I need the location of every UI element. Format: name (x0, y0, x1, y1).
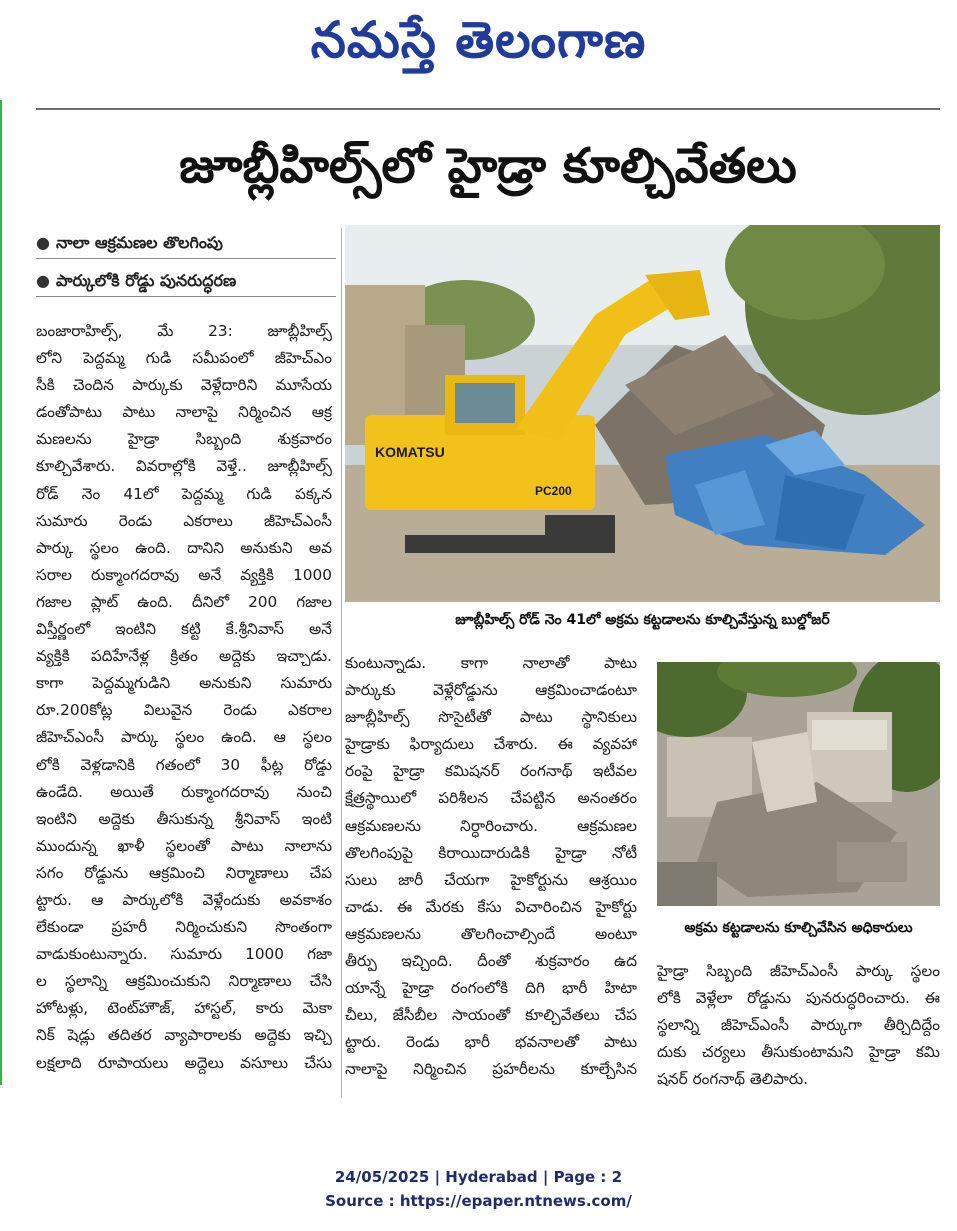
article-text-line: సీకి చెందిన పార్కుకు వెళ్లేదారిని మూసేయ (36, 376, 332, 395)
article-column-3 (657, 958, 940, 1093)
article-text-line: హోటళ్లు, టెంట్‌హౌజ్, హాస్టల్, కారు మెకా (36, 999, 332, 1018)
article-text-line: వాడుకుంటున్నారు. సుమారు 1000 గజా (36, 945, 332, 964)
article-text-line: జీహెచ్ఎంసీ పార్కు స్థలం ఉంది. ఆ స్థలం (36, 728, 332, 747)
article-text-line: సగం రోడ్డును ఆక్రమించి నిర్మాణాలు చేప (36, 863, 332, 882)
footer-source-line: Source : https://epaper.ntnews.com/ (325, 1192, 632, 1210)
article-text-line: గజాల ప్లాట్ ఉంది. దీనిలో 200 గజాల (36, 592, 332, 611)
column-divider (341, 228, 342, 1098)
article-text-line: ముందున్న ఖాళీ స్థలంతో పాటు నాలాను (36, 836, 332, 855)
article-text-line: తీర్పు ఇచ్చింది. దీంతో శుక్రవారం ఉద (345, 952, 637, 971)
bulldozer-demolition-photo (345, 225, 940, 602)
article-text-line: లక్షలాది రూపాయలు అద్దెలు వసూలు చేసు (36, 1053, 332, 1072)
article-text-line: ఆక్రమణలను నిర్ధారించారు. ఆక్రమణల (345, 816, 637, 835)
bullet-text: పార్కులోకి రోడ్డు పునరుద్ధరణ (55, 271, 237, 290)
article-text-line: బంజారాహిల్స్, మే 23: జూబ్లీహిల్స్ (36, 322, 332, 340)
machine-model-text: PC200 (535, 484, 572, 498)
article-text-line: లోకి వెళ్లడానికి గతంలో 30 ఫీట్ల రోడ్డు (36, 755, 332, 774)
article-text-line: పార్కుకు వెళ్లేరోడ్డును ఆక్రమించాడంటూ (345, 681, 637, 700)
demolished-buildings-photo (657, 662, 940, 906)
article-headline: జూబ్లీహిల్స్‌లో హైడ్రా కూల్చివేతలు (179, 138, 797, 194)
article-text-line: కాగా పెద్దమ్మగుడిని అనుకుని సుమారు (36, 674, 332, 693)
small-photo-caption: అక్రమ కట్టడాలను కూల్చివేసిన అధికారులు (684, 920, 913, 936)
bullet-point-2 (36, 266, 336, 297)
article-text-line: ల స్థలాన్ని ఆక్రమించుకుని నిర్మాణాలు చేసి (36, 972, 332, 991)
article-text-line: సుమారు రెండు ఎకరాలు జీహెచ్ఎంసీ (36, 511, 332, 530)
article-text-line: డంతోపాటు పాటు నాలాపై నిర్మించిన ఆక్ర (36, 403, 332, 422)
article-text-line: క్షేత్రస్థాయిలో పరిశీలన చేపట్టిన అనంతరం (345, 789, 637, 808)
article-column-2 (345, 650, 637, 1084)
article-text-line: ఉండేది. అయితే రుక్మాంగదరావు నుంచి (36, 782, 332, 801)
article-text-line: హైడ్రాకు ఫిర్యాదులు చేశారు. ఈ వ్యవహా (345, 735, 637, 754)
article-text-line: విస్తీర్ణంలో ఇంటిని కట్టి కే.శ్రీనివాస్ అనే (36, 620, 332, 639)
main-photo-caption: జూబ్లీహిల్స్ రోడ్ నెం 41లో అక్రమ కట్టడాలను కూల్చివేస్తున్న బుల్డోజర్ (455, 612, 830, 628)
article-text-line: షనర్ రంగనాథ్ తెలిపారు. (657, 1070, 808, 1089)
page-edge-rule (0, 100, 2, 1085)
article-text-line: మణలను హైడ్రా సిబ్బంది శుక్రవారం (36, 430, 332, 449)
article-text-line: పార్కు స్థలం ఉంది. దానిని అనుకుని అవ (36, 538, 332, 557)
newspaper-masthead: నమస్తే తెలంగాణ (310, 11, 647, 69)
article-text-line: లోకి వెళ్లేలా రోడ్డును పునరుద్ధరించారు. ఈ (657, 989, 940, 1008)
article-text-line: తొలగింపుపై కిరాయిదారుడికి హైడ్రా నోటీ (345, 843, 637, 862)
article-text-line: వ్యక్తికి పదిహేనేళ్ల క్రితం అద్దెకు ఇచ్చాడు. (36, 647, 332, 666)
bullet-dot-icon: ● (36, 271, 50, 290)
article-text-line: చాడు. ఈ మేరకు కేసు విచారించిన హైకోర్టు (345, 897, 637, 916)
article-text-line: హైడ్రా సిబ్బంది జీహెచ్ఎంసీ పార్కు స్థలం (657, 962, 940, 980)
footer-date-line: 24/05/2025 | Hyderabad | Page : 2 (334, 1168, 623, 1186)
article-text-line: స్థలాన్ని జీహెచ్ఎంసీ పార్కుగా తీర్చిదిద్దేం (657, 1016, 940, 1035)
article-text-line: కుంటున్నాడు. కాగా నాలాతో పాటు (345, 654, 637, 672)
article-text-line: సులు జారీ చేయగా హైకోర్టును ఆశ్రయిం (345, 870, 637, 889)
article-text-line: నాలాపై నిర్మించిన ప్రహరీలను కూల్చేసిన (345, 1060, 637, 1079)
article-text-line: ఆక్రమణలను తొలగించాల్సిందే అంటూ (345, 924, 637, 943)
article-text-line: ట్టారు. ఆ పార్కులోకి వెళ్లేందుకు అవకాశం (36, 890, 332, 909)
article-text-line: ఇంటిని అద్దెకు తీసుకున్న శ్రీనివాస్ ఇంటి (36, 809, 332, 828)
article-text-line: యాన్నే హైడ్రా రంగంలోకి దిగి భారీ హిటా (345, 979, 637, 998)
article-text-line: రోడ్ నెం 41లో పెద్దమ్మ గుడి పక్కన (36, 484, 332, 503)
bullet-dot-icon: ● (36, 233, 50, 252)
aerial-photo-illustration (657, 662, 940, 906)
article-text-line: చీలు, జేసీబీల సాయంతో కూల్చివేతలు చేప (345, 1006, 637, 1025)
article-text-line: నిక్ షెడ్లు తదితర వ్యాపారాలకు అద్దెకు ఇచ్చి (36, 1026, 332, 1045)
article-text-line: జూబ్లీహిల్స్ సొసైటీతో పాటు స్థానికులు (345, 708, 637, 727)
photo-illustration (345, 225, 940, 602)
article-text-line: రంపై హైడ్రా కమిషనర్ రంగనాథ్ ఇటీవల (345, 762, 637, 781)
machine-brand-text: KOMATSU (375, 444, 445, 460)
article-text-line: లేకుండా ప్రహరీ నిర్మించుకుని సొంతంగా (36, 918, 332, 937)
article-text-line: లోని పెద్దమ్మ గుడి సమీపంలో జీహెచ్ఎం (36, 349, 332, 368)
article-text-line: కూల్చివేశారు. వివరాల్లోకి వెళ్తే.. జూబ్లీహిల్స్ (36, 457, 332, 476)
article-column-1 (36, 318, 332, 1077)
article-text-line: దుకు చర్యలు తీసుకుంటామని హైడ్రా కమి (657, 1043, 940, 1062)
article-text-line: రూ.200కోట్ల విలువైన రెండు ఎకరాల (36, 701, 332, 720)
bullet-text: నాలా ఆక్రమణల తొలగింపు (55, 233, 223, 252)
masthead-divider (36, 108, 940, 110)
bullet-point-1 (36, 228, 336, 259)
article-text-line: సరాల రుక్మాంగదరావు అనే వ్యక్తికి 1000 (36, 565, 332, 584)
article-text-line: ట్టారు. రెండు భారీ భవనాలతో పాటు (345, 1033, 637, 1052)
